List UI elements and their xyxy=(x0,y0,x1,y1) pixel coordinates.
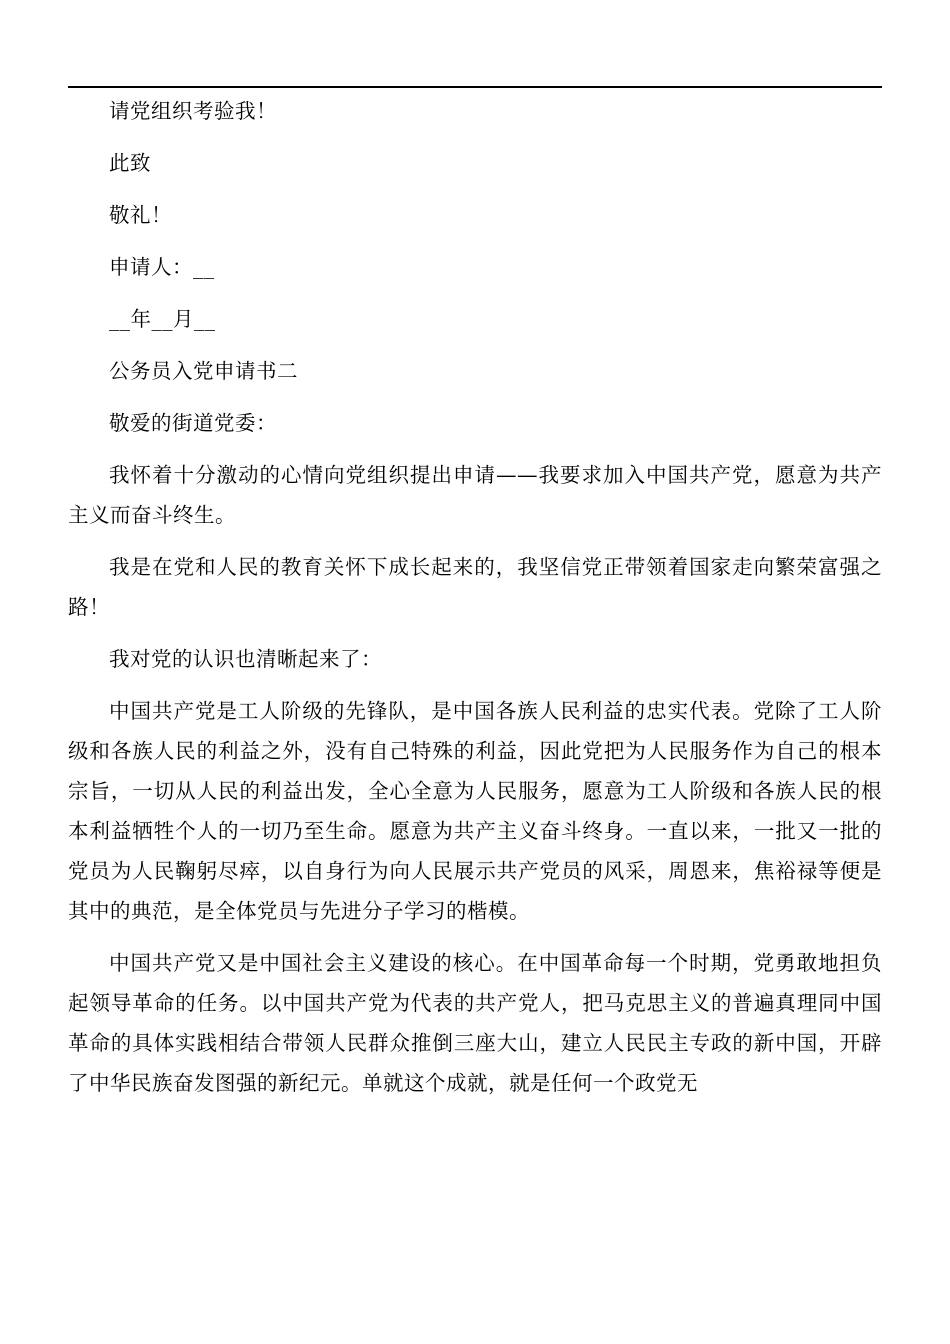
paragraph-applicant: 申请人：__ xyxy=(109,255,215,279)
paragraph-section-title: 公务员入党申请书二 xyxy=(109,359,298,383)
document-body xyxy=(68,91,882,1115)
header-rule xyxy=(68,86,882,88)
paragraph-closing-request: 请党组织考验我！ xyxy=(109,99,277,123)
paragraph-body-3: 我对党的认识也清晰起来了： xyxy=(109,647,382,671)
paragraph-addressee: 敬爱的街道党委： xyxy=(109,411,277,435)
paragraph-body-1: 我怀着十分激动的心情向党组织提出申请——我要求加入中国共产党，愿意为共产主义而奋斗终生。 xyxy=(68,463,882,527)
paragraph-body-4: 中国共产党是工人阶级的先锋队，是中国各族人民利益的忠实代表。党除了工人阶级和各族人民的利益之外，没有自己特殊的利益，因此党把为人民服务作为自己的根本宗旨，一切从人民的利益出发，全心全意为人民服务，愿意为工人阶级和各族人民的根本利益牺牲个人的一切乃至生命。愿意为共产主义奋斗终身。一直以来，一批又一批的党员为人民鞠躬尽瘁，以自身行为向人民展示共产党员的风采，周恩来，焦裕禄等便是其中的典范，是全体党员与先进分子学习的楷模。 xyxy=(68,699,882,923)
paragraph-body-5: 中国共产党又是中国社会主义建设的核心。在中国革命每一个时期，党勇敢地担负起领导革命的任务。以中国共产党为代表的共产党人，把马克思主义的普遍真理同中国革命的具体实践相结合带领人民群众推倒三座大山，建立人民民主专政的新中国，开辟了中华民族奋发图强的新纪元。单就这个成就，就是任何一个政党无 xyxy=(68,951,882,1095)
paragraph-body-2: 我是在党和人民的教育关怀下成长起来的，我坚信党正带领着国家走向繁荣富强之路！ xyxy=(68,555,882,619)
paragraph-salutation: 此致 xyxy=(109,151,151,175)
paragraph-date: __年__月__ xyxy=(109,307,216,331)
paragraph-regards: 敬礼！ xyxy=(109,203,172,227)
